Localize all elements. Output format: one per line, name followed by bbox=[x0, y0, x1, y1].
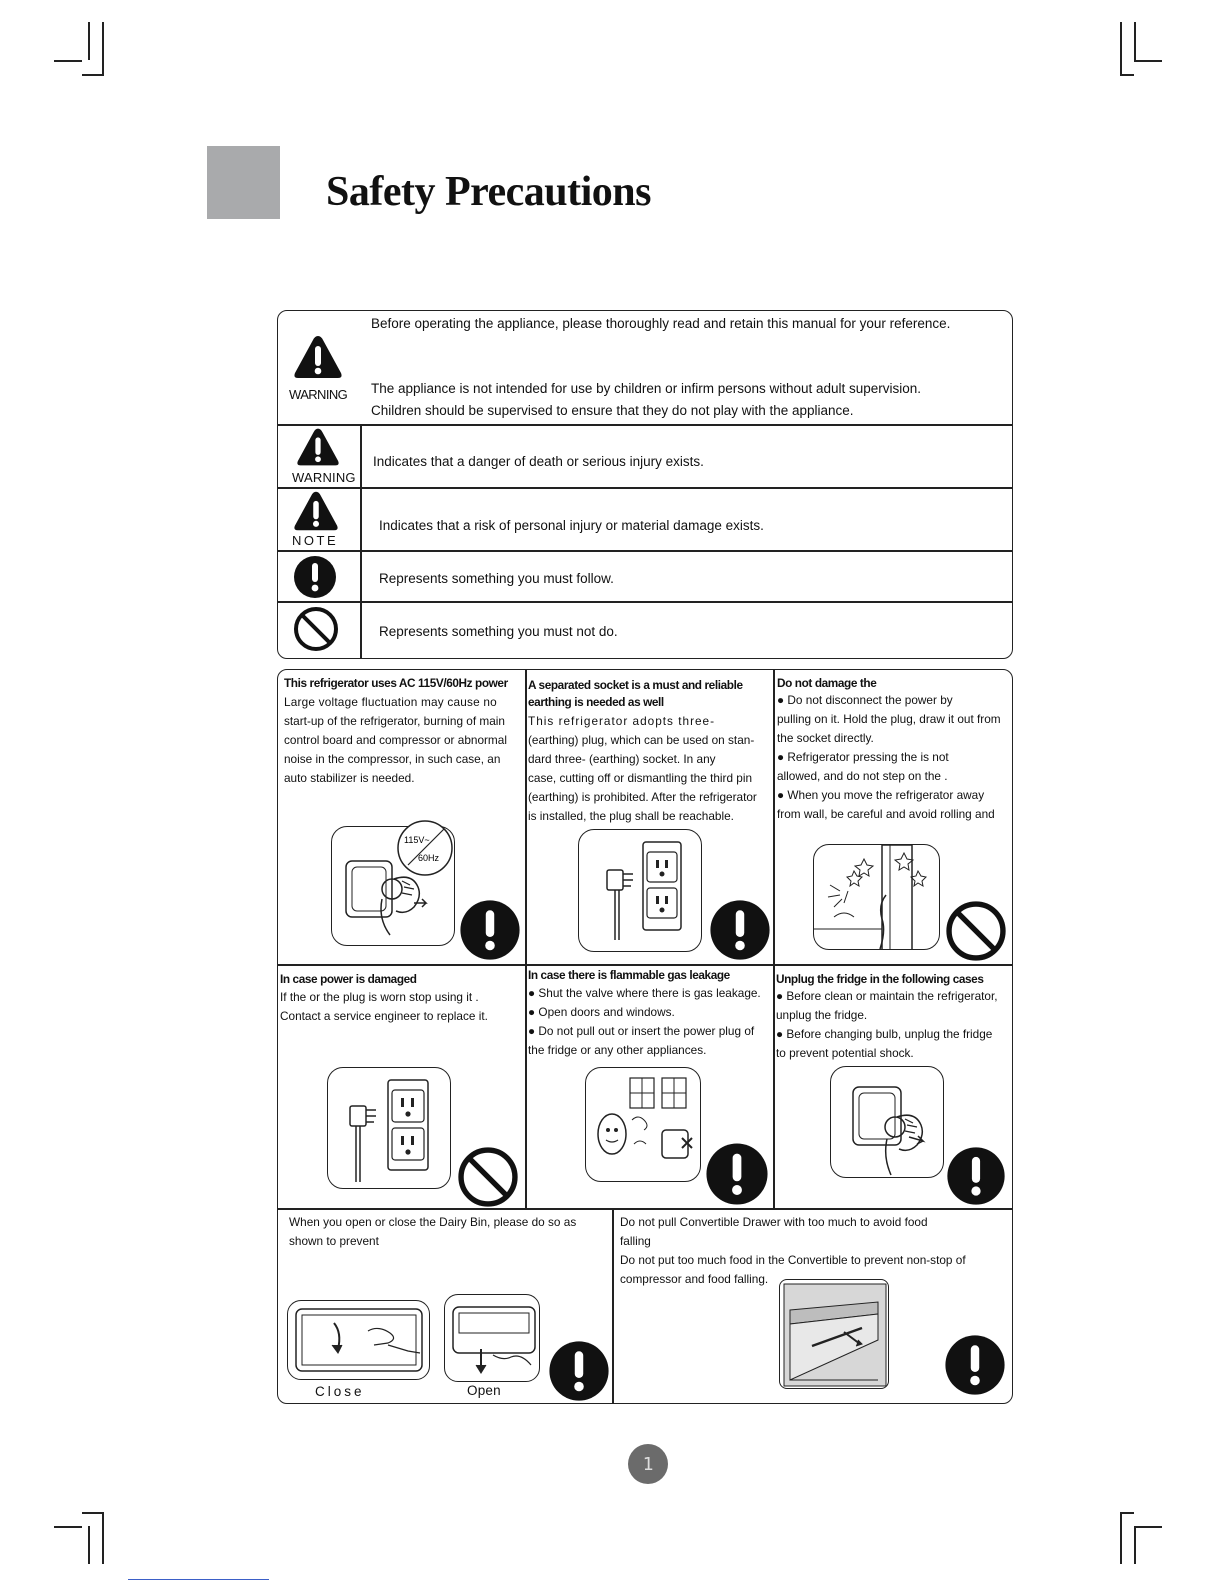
cell-cord-line: allowed, and do not step on the . bbox=[777, 769, 948, 783]
mandatory-icon bbox=[548, 1340, 610, 1402]
cell-power-line: noise in the compressor, in such case, an bbox=[284, 752, 501, 766]
gas-leak-illustration bbox=[585, 1067, 701, 1182]
legend-divider-4 bbox=[278, 601, 1012, 603]
legend-panel bbox=[277, 310, 1013, 659]
cell-cord-line: ● Do not disconnect the power by bbox=[777, 693, 953, 707]
close-label: Close bbox=[315, 1384, 365, 1399]
dairy-bin-close-illustration bbox=[287, 1300, 430, 1380]
page-number: 1 bbox=[628, 1444, 668, 1484]
mandatory-icon bbox=[944, 1334, 1006, 1396]
cell-damaged-cord-line: Contact a service engineer to replace it. bbox=[280, 1009, 488, 1023]
intro-line-2: The appliance is not intended for use by children or infirm persons without adult supervision. bbox=[371, 381, 922, 396]
cell-socket-line: (earthing) plug, which can be used on stan- bbox=[528, 733, 755, 747]
cell-gas-leak-line: ● Open doors and windows. bbox=[528, 1005, 675, 1019]
warning-label-intro: WARNING bbox=[289, 387, 348, 402]
cell-dairy-bin-line: shown to prevent bbox=[289, 1234, 379, 1248]
warning-label: WARNING bbox=[292, 470, 356, 485]
grid-col-divider-3 bbox=[612, 1208, 614, 1403]
cell-cord-line: ● When you move the refrigerator away bbox=[777, 788, 985, 802]
cell-cord-title: Do not damage the bbox=[777, 676, 877, 690]
voltage-sticker-icon bbox=[394, 817, 456, 879]
voltage-sticker-bottom: 60Hz bbox=[418, 853, 440, 863]
crop-mark-bl-h bbox=[54, 1526, 82, 1528]
crop-mark-bl-v bbox=[102, 1512, 104, 1564]
cell-dairy-bin-body bbox=[289, 1213, 576, 1251]
cell-cord-line: from wall, be careful and avoid rolling and bbox=[777, 807, 995, 821]
mandatory-icon bbox=[709, 899, 771, 961]
prohibited-icon bbox=[945, 900, 1007, 962]
cell-unplug-body bbox=[776, 987, 998, 1063]
note-icon bbox=[292, 489, 340, 533]
crop-mark-br-v bbox=[1120, 1512, 1122, 1564]
mandatory-icon bbox=[459, 899, 521, 961]
open-label: Open bbox=[467, 1383, 501, 1398]
cell-drawer-line: Do not put too much food in the Convertible to prevent non-stop of bbox=[620, 1253, 966, 1267]
crop-mark-tr-h bbox=[1134, 60, 1162, 62]
grid-col-divider-1 bbox=[525, 670, 527, 1209]
cell-socket-title: A separated socket is a must and reliable bbox=[528, 678, 743, 692]
prohibited-icon bbox=[457, 1146, 519, 1208]
cell-socket-line: earthing is needed as well bbox=[528, 695, 664, 709]
warning-icon bbox=[292, 333, 344, 381]
legend-must-not-text: Represents something you must not do. bbox=[379, 624, 618, 639]
cell-power-line: start-up of the refrigerator, burning of main bbox=[284, 714, 505, 728]
legend-warning-text: Indicates that a danger of death or serious injury exists. bbox=[373, 454, 704, 469]
cell-gas-leak-title: In case there is flammable gas leakage bbox=[528, 968, 730, 982]
cell-gas-leak-line: ● Shut the valve where there is gas leakage. bbox=[528, 986, 761, 1000]
cell-gas-leak-line: ● Do not pull out or insert the power plug of bbox=[528, 1024, 755, 1038]
cell-unplug-line: ● Before changing bulb, unplug the fridge bbox=[776, 1027, 993, 1041]
mandatory-icon bbox=[293, 555, 337, 599]
cell-socket-line: (earthing) is prohibited. After the refrigerator bbox=[528, 790, 757, 804]
cell-power-line: Large voltage fluctuation may cause no bbox=[284, 695, 497, 709]
legend-divider-2 bbox=[278, 487, 1013, 489]
cell-cord-line: pulling on it. Hold the plug, draw it out from bbox=[777, 712, 1001, 726]
cell-drawer-line: Do not pull Convertible Drawer with too much to avoid food bbox=[620, 1215, 928, 1229]
cell-power-line: control board and compressor or abnormal bbox=[284, 733, 507, 747]
voltage-sticker-top: 115V~ bbox=[404, 835, 430, 845]
dairy-bin-open-illustration bbox=[444, 1294, 540, 1382]
cell-unplug-line: ● Before clean or maintain the refrigerator, bbox=[776, 989, 998, 1003]
section-marker-box bbox=[207, 146, 280, 219]
note-label: NOTE bbox=[292, 533, 339, 548]
crop-mark-bl-v2 bbox=[88, 1526, 90, 1564]
page-title: Safety Precautions bbox=[326, 169, 652, 215]
cell-unplug-line: unplug the fridge. bbox=[776, 1008, 868, 1022]
cell-drawer-line: falling bbox=[620, 1234, 651, 1248]
prohibited-icon bbox=[293, 606, 339, 652]
crop-mark-tr-h2 bbox=[1120, 74, 1134, 76]
warning-icon bbox=[295, 426, 341, 468]
intro-line-3: Children should be supervised to ensure that they do not play with the appliance. bbox=[371, 403, 854, 418]
legend-note-text: Indicates that a risk of personal injury or material damage exists. bbox=[379, 518, 764, 533]
crop-mark-br-h2 bbox=[1120, 1512, 1134, 1514]
legend-divider-1 bbox=[278, 424, 1012, 426]
cell-unplug-title: Unplug the fridge in the following cases bbox=[776, 972, 984, 986]
grid-row-divider-2 bbox=[278, 1208, 1012, 1210]
legend-divider-3 bbox=[278, 550, 1012, 552]
crop-mark-tl-v bbox=[102, 22, 104, 74]
footer-link-underline bbox=[128, 1579, 269, 1580]
cell-cord-line: ● Refrigerator pressing the is not bbox=[777, 750, 949, 764]
crop-mark-tl-h2 bbox=[82, 74, 104, 76]
crushed-cord-illustration bbox=[813, 844, 940, 950]
cell-gas-leak-line: the fridge or any other appliances. bbox=[528, 1043, 707, 1057]
cell-socket-line: is installed, the plug shall be reachable. bbox=[528, 809, 734, 823]
unplug-illustration bbox=[830, 1066, 944, 1178]
cell-socket-line: dard three- (earthing) socket. In any bbox=[528, 752, 716, 766]
cell-dairy-bin-line: When you open or close the Dairy Bin, please do so as bbox=[289, 1215, 577, 1229]
convertible-drawer-illustration bbox=[779, 1279, 889, 1389]
crop-mark-tl-v2 bbox=[88, 22, 90, 60]
cell-cord-body bbox=[777, 691, 1001, 824]
crop-mark-tl-h bbox=[54, 60, 82, 62]
grid-row-divider-1 bbox=[278, 964, 1012, 966]
cell-drawer-line: compressor and food falling. bbox=[620, 1272, 769, 1286]
cell-damaged-cord-line: If the or the plug is worn stop using it . bbox=[280, 990, 479, 1004]
three-pin-socket-illustration bbox=[578, 829, 702, 952]
cell-unplug-line: to prevent potential shock. bbox=[776, 1046, 914, 1060]
cell-power-body bbox=[284, 693, 507, 788]
cell-socket-line: This refrigerator adopts three- bbox=[528, 714, 716, 728]
cell-damaged-cord-body bbox=[280, 988, 488, 1026]
crop-mark-br-h bbox=[1134, 1526, 1162, 1528]
cell-socket-line: case, cutting off or dismantling the third pin bbox=[528, 771, 753, 785]
crop-mark-bl-h2 bbox=[82, 1512, 104, 1514]
cell-gas-leak-body bbox=[528, 984, 761, 1060]
intro-line-1: Before operating the appliance, please thoroughly read and retain this manual for your reference. bbox=[371, 316, 951, 331]
crop-mark-br-v2 bbox=[1134, 1526, 1136, 1564]
mandatory-icon bbox=[705, 1142, 769, 1206]
cell-socket-body bbox=[528, 693, 757, 826]
crop-mark-tr-v bbox=[1120, 22, 1122, 74]
cell-drawer-body bbox=[620, 1213, 966, 1289]
cell-damaged-cord-title: In case power is damaged bbox=[280, 972, 417, 986]
cell-power-title: This refrigerator uses AC 115V/60Hz power bbox=[284, 676, 508, 690]
mandatory-icon bbox=[946, 1146, 1006, 1206]
legend-column-divider bbox=[360, 425, 362, 658]
legend-must-follow-text: Represents something you must follow. bbox=[379, 571, 614, 586]
crop-mark-tr-v2 bbox=[1134, 22, 1136, 60]
cell-power-line: auto stabilizer is needed. bbox=[284, 771, 415, 785]
grid-col-divider-2 bbox=[773, 670, 775, 1209]
cell-cord-line: the socket directly. bbox=[777, 731, 874, 745]
worn-plug-illustration bbox=[327, 1067, 451, 1189]
